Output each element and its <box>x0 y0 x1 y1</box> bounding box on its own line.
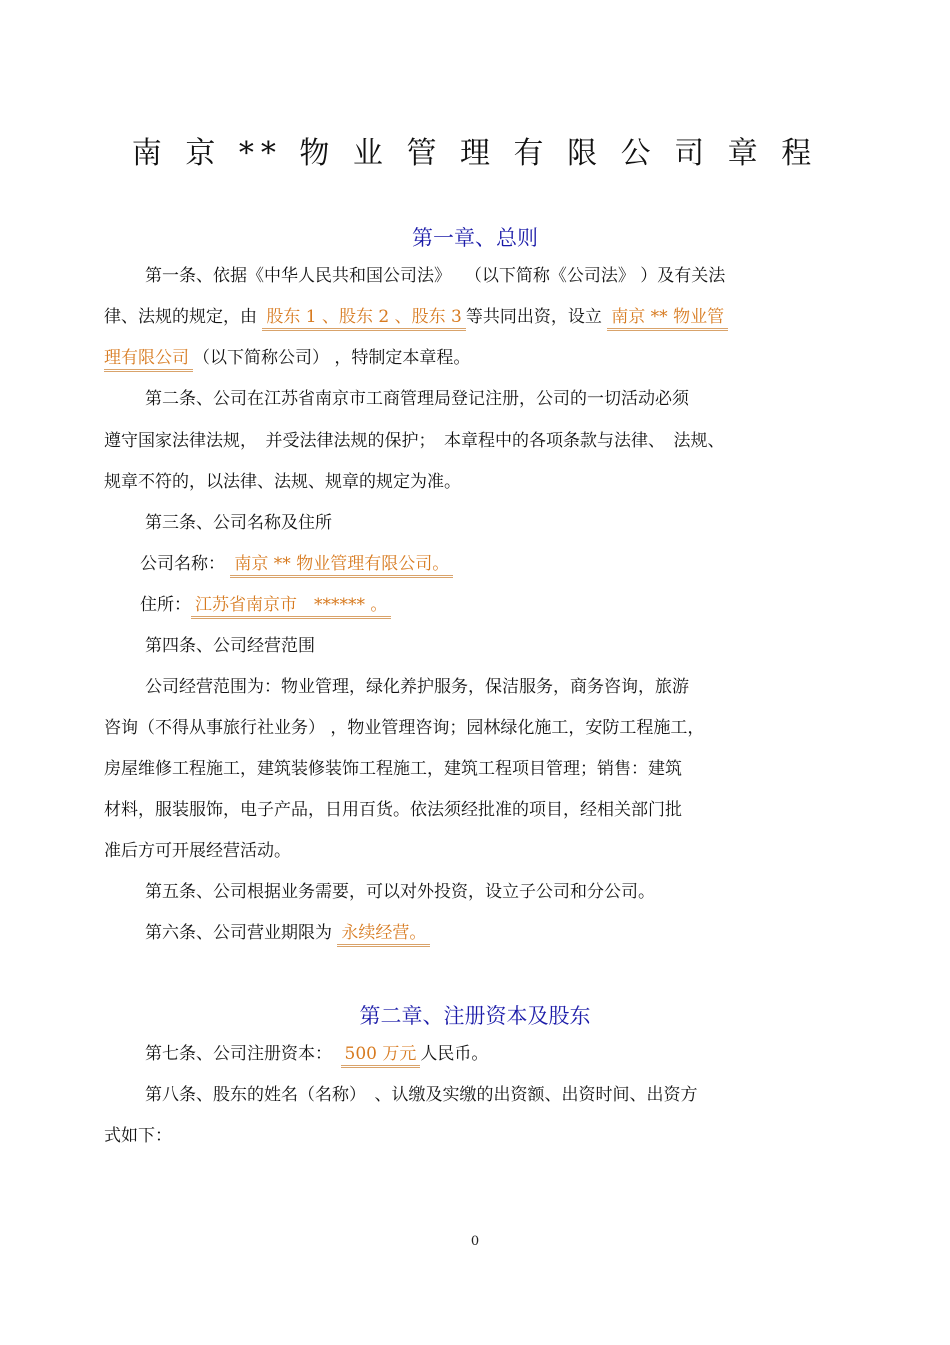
article-4-line-4: 材料，服装服饰，电子产品，日用百货。依法须经批准的项目，经相关部门批 <box>104 800 682 820</box>
article-5: 第五条、公司根据业务需要，可以对外投资，设立子公司和分公司。 <box>145 882 655 902</box>
article-4-line-3: 房屋维修工程施工，建筑装修装饰工程施工，建筑工程项目管理；销售：建筑 <box>104 759 682 779</box>
chapter-1-heading: 第一章、总则 <box>412 226 538 250</box>
article-1-line-3 <box>104 346 470 372</box>
article-4-line-1: 公司经营范围为：物业管理，绿化养护服务，保洁服务，商务咨询，旅游 <box>145 677 689 697</box>
article-1-text: （以下简称公司） ，特制定本章程。 <box>193 348 471 368</box>
company-name-row <box>140 552 453 578</box>
article-7-text: 人民币。 <box>420 1044 489 1064</box>
business-term-value: 永续经营。 <box>337 922 430 947</box>
article-6-text: 第六条、公司营业期限为 <box>145 923 338 943</box>
address-value: 江苏省南京市 ****** 。 <box>191 594 391 619</box>
article-8-line-1: 第八条、股东的姓名（名称） 、认缴及实缴的出资额、出资时间、出资方 <box>145 1085 698 1105</box>
document-title: 南 京 ** 物 业 管 理 有 限 公 司 章 程 <box>131 136 819 171</box>
article-3-heading: 第三条、公司名称及住所 <box>145 513 332 533</box>
article-2-line-1: 第二条、公司在江苏省南京市工商管理局登记注册，公司的一切活动必须 <box>145 389 689 409</box>
page-number: 0 <box>470 1234 480 1249</box>
article-2-line-2: 遵守国家法律法规， 并受法律法规的保护； 本章程中的各项条款与法律、 法规、 <box>104 431 725 451</box>
address-label: 住所： <box>140 595 191 615</box>
company-name-label: 公司名称： <box>140 554 225 574</box>
article-2-line-3: 规章不符的，以法律、法规、规章的规定为准。 <box>104 472 461 492</box>
article-1-line-1: 第一条、依据《中华人民共和国公司法》 （以下简称《公司法》 ）及有关法 <box>145 266 726 286</box>
article-4-line-2: 咨询（不得从事旅行社业务） ，物业管理咨询；园林绿化施工，安防工程施工， <box>104 718 705 738</box>
registered-capital-value: 500 万元 <box>341 1043 421 1068</box>
article-1-line-2 <box>104 305 728 331</box>
company-name-fill-cont: 理有限公司 <box>104 347 193 372</box>
address-row <box>140 593 391 619</box>
article-1-text: 律、法规的规定，由 <box>104 307 263 327</box>
article-7-text: 第七条、公司注册资本： <box>145 1044 341 1064</box>
article-7 <box>145 1042 488 1068</box>
article-4-heading: 第四条、公司经营范围 <box>145 636 315 656</box>
company-name-fill: 南京 ** 物业管 <box>607 306 728 331</box>
article-6 <box>145 921 430 947</box>
article-8-line-2: 式如下： <box>104 1126 172 1146</box>
article-1-text: 等共同出资，设立 <box>465 307 608 327</box>
article-4-line-5: 准后方可开展经营活动。 <box>104 841 291 861</box>
chapter-2-heading: 第二章、注册资本及股东 <box>359 1004 591 1028</box>
shareholders-fill: 股东 1 、股东 2 、股东 3 <box>262 306 465 331</box>
company-name-value: 南京 ** 物业管理有限公司。 <box>230 553 453 578</box>
